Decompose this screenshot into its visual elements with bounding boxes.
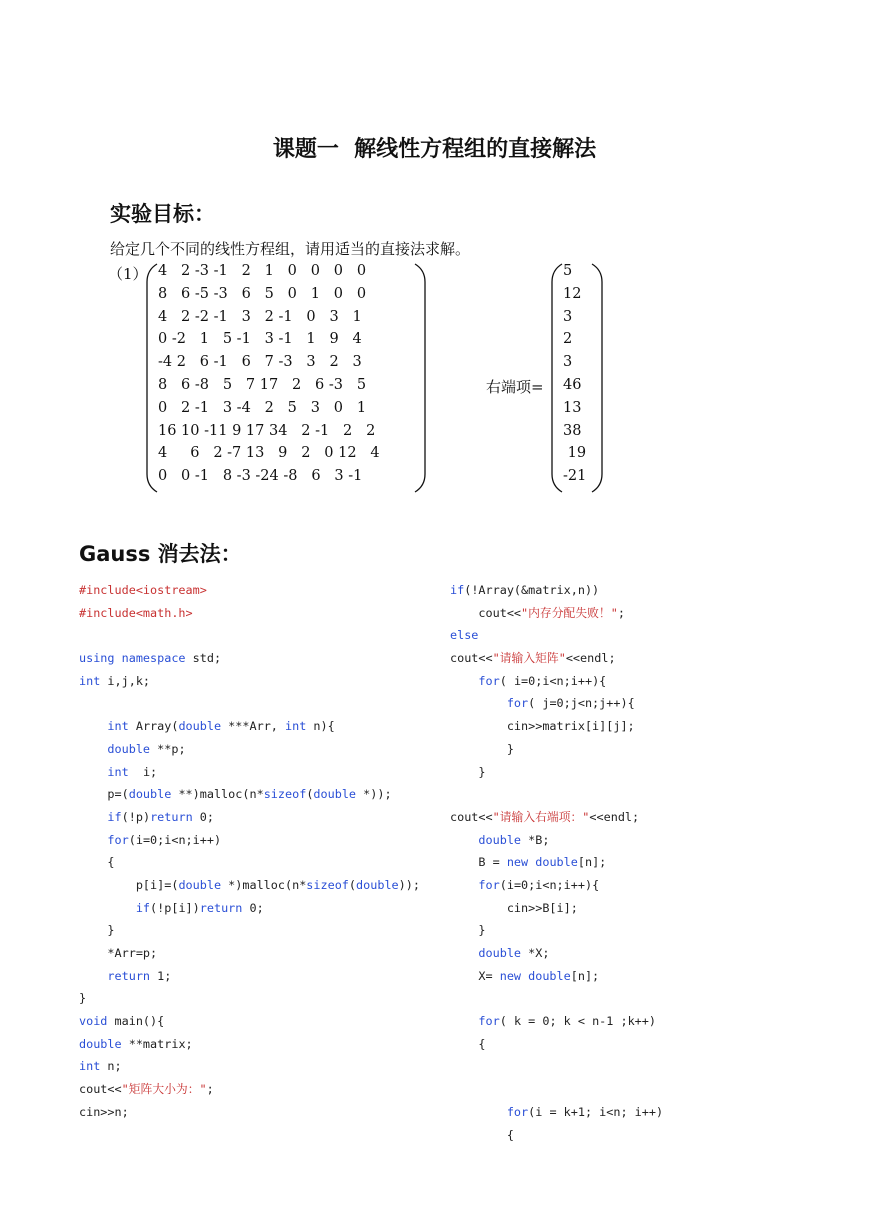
code-line xyxy=(450,1010,663,1033)
rhs-left-paren xyxy=(551,262,563,494)
code-token: <<endl; xyxy=(565,651,616,666)
code-line xyxy=(79,897,420,920)
matrix-row: 4 2 -3 -1 2 1 0 0 0 0 xyxy=(158,263,367,279)
rhs-value: 19 xyxy=(563,445,587,462)
code-token xyxy=(450,833,478,847)
code-token: [n]; xyxy=(577,855,607,870)
code-line xyxy=(450,1055,663,1078)
code-token: if xyxy=(135,900,151,915)
code-token: return xyxy=(150,809,193,824)
code-token: double xyxy=(478,832,522,847)
code-line xyxy=(450,897,663,920)
code-token: *)malloc(n* xyxy=(221,877,307,892)
code-token: return xyxy=(199,900,243,915)
code-token: p[i]=( xyxy=(79,877,179,892)
code-token xyxy=(450,1014,478,1028)
rhs-right-paren xyxy=(591,262,603,494)
code-token: "矩阵大小为：" xyxy=(121,1082,207,1097)
code-token: ( k = 0; k < n-1 ;k++) xyxy=(499,1014,656,1029)
code-token: ( j=0;j<n;j++){ xyxy=(528,696,635,711)
rhs-label: 右端项= xyxy=(486,378,544,396)
page-title: 课题一 解线性方程组的直接解法 xyxy=(272,137,597,162)
code-token xyxy=(450,878,478,892)
code-token: X= xyxy=(450,968,500,983)
code-token xyxy=(79,719,107,733)
code-token xyxy=(79,833,107,847)
code-line xyxy=(79,1078,420,1101)
code-token xyxy=(450,696,507,710)
code-token: (i = k+1; i<n; i++) xyxy=(528,1104,664,1119)
code-token: )); xyxy=(398,877,420,892)
code-token: else xyxy=(450,628,479,643)
rhs-value: -21 xyxy=(563,468,587,485)
code-token: cout<< xyxy=(450,651,493,666)
code-token: ; xyxy=(206,1082,214,1097)
rhs-value: 5 xyxy=(563,263,573,279)
rhs-value: 2 xyxy=(563,331,573,348)
code-token: (i=0;i<n;i++) xyxy=(128,832,222,847)
code-token: <<endl; xyxy=(589,809,640,824)
code-token: cout<< xyxy=(450,809,493,824)
code-line xyxy=(79,715,420,738)
code-token: n; xyxy=(100,1059,122,1074)
code-token: sizeof xyxy=(306,877,349,892)
code-line xyxy=(79,942,420,965)
code-token: double xyxy=(128,787,172,802)
code-line xyxy=(450,965,663,988)
code-line xyxy=(450,579,663,602)
code-line xyxy=(450,624,663,647)
code-token: Array( xyxy=(128,719,179,734)
code-line xyxy=(79,692,420,715)
code-token: (i=0;i<n;i++){ xyxy=(499,877,600,892)
code-line xyxy=(450,1124,663,1147)
code-line xyxy=(79,919,420,942)
code-token xyxy=(450,946,478,960)
code-token: } xyxy=(79,991,87,1006)
code-token: void xyxy=(79,1014,108,1029)
code-token: int xyxy=(107,764,129,779)
code-line xyxy=(79,1055,420,1078)
code-line xyxy=(450,647,663,670)
code-token: } xyxy=(450,764,486,779)
code-line xyxy=(450,987,663,1010)
code-line xyxy=(79,670,420,693)
code-token: i; xyxy=(128,764,158,779)
code-token: for xyxy=(506,1104,529,1119)
section-heading-goal: 实验目标： xyxy=(110,202,215,226)
code-token: int xyxy=(79,1059,101,1074)
code-token: B = xyxy=(450,855,507,870)
code-token: main(){ xyxy=(107,1014,165,1029)
code-token xyxy=(79,810,107,824)
code-line xyxy=(79,783,420,806)
code-line xyxy=(79,579,420,602)
matrix-row: 4 2 -2 -1 3 2 -1 0 3 1 xyxy=(158,308,362,325)
code-line xyxy=(79,738,420,761)
matrix-row: 0 2 -1 3 -4 2 5 3 0 1 xyxy=(158,399,367,416)
code-token: return xyxy=(107,968,151,983)
code-token xyxy=(79,742,107,756)
matrix-row: -4 2 6 -1 6 7 -3 3 2 3 xyxy=(158,354,362,371)
code-token: for xyxy=(478,673,500,688)
code-token: "请输入右端项：" xyxy=(492,809,590,824)
code-token: for xyxy=(478,1014,500,1029)
code-token: cin>>matrix[i][j]; xyxy=(450,719,635,734)
code-token: "请输入矩阵" xyxy=(492,651,566,666)
code-block-left xyxy=(79,579,420,1124)
rhs-value: 12 xyxy=(563,285,582,302)
code-token: new double xyxy=(499,968,571,983)
code-token: sizeof xyxy=(263,787,307,802)
matrix-left-paren xyxy=(146,262,158,494)
code-line xyxy=(79,1010,420,1033)
code-token: for xyxy=(506,696,529,711)
code-token: } xyxy=(79,923,115,938)
goal-text: 给定几个不同的线性方程组，请用适当的直接法求解。 xyxy=(110,240,471,258)
code-token: if xyxy=(107,809,122,824)
code-token: cin>>n; xyxy=(79,1104,129,1119)
code-token: #include<math.h> xyxy=(79,605,193,620)
code-line xyxy=(79,647,420,670)
code-token: ( xyxy=(348,877,357,892)
code-line xyxy=(450,602,663,625)
code-token: double xyxy=(79,1036,122,1051)
code-token: double xyxy=(356,877,399,892)
code-line xyxy=(79,602,420,625)
code-token: if xyxy=(450,583,465,597)
code-line xyxy=(79,1033,420,1056)
code-line xyxy=(79,987,420,1010)
matrix-row: 4 6 2 -7 13 9 2 0 12 4 xyxy=(158,445,380,462)
code-token: { xyxy=(450,1036,486,1051)
code-token: int xyxy=(79,673,101,688)
code-token xyxy=(450,1105,507,1119)
code-token: } xyxy=(450,923,486,938)
code-line xyxy=(450,783,663,806)
code-token: *X; xyxy=(521,946,550,960)
problem-label: （1） xyxy=(108,265,148,283)
rhs-value: 13 xyxy=(563,399,582,416)
code-line xyxy=(450,829,663,852)
code-line xyxy=(450,942,663,965)
code-token: for xyxy=(478,877,500,892)
code-line xyxy=(450,1078,663,1101)
code-line xyxy=(450,919,663,942)
code-token: [n]; xyxy=(570,968,600,983)
matrix-row: 0 -2 1 5 -1 3 -1 1 9 4 xyxy=(158,331,362,348)
code-token: { xyxy=(79,855,115,870)
code-token: i,j,k; xyxy=(100,673,151,688)
code-token: new double xyxy=(506,855,578,870)
code-token: (!p[i]) xyxy=(150,900,200,915)
code-token: int xyxy=(285,719,307,734)
code-token: int xyxy=(107,719,129,734)
code-token: { xyxy=(450,1127,514,1142)
code-line xyxy=(450,692,663,715)
code-token: **p; xyxy=(150,741,186,756)
matrix-row: 8 6 -8 5 7 17 2 6 -3 5 xyxy=(158,377,367,393)
code-token: double xyxy=(178,877,222,892)
code-token: "内存分配失败！" xyxy=(521,605,618,620)
code-token: double xyxy=(313,787,357,802)
rhs-value: 3 xyxy=(563,308,573,325)
code-token: *B; xyxy=(521,832,550,847)
code-line xyxy=(79,624,420,647)
code-token: for xyxy=(107,832,129,847)
code-line xyxy=(450,851,663,874)
code-token: *)); xyxy=(356,787,392,802)
code-token xyxy=(79,901,136,915)
code-line xyxy=(79,874,420,897)
code-line xyxy=(450,761,663,784)
matrix-row: 8 6 -5 -3 6 5 0 1 0 0 xyxy=(158,285,367,302)
matrix-right-paren xyxy=(414,262,426,494)
code-token: } xyxy=(450,741,514,756)
matrix-row: 0 0 -1 8 -3 -24 -8 6 3 -1 xyxy=(158,468,363,485)
code-line xyxy=(450,1101,663,1124)
code-token: (!Array(&matrix,n)) xyxy=(464,583,600,597)
code-token: *Arr=p; xyxy=(79,946,158,960)
code-token: 1; xyxy=(150,968,172,983)
code-token: #include<iostream> xyxy=(79,583,207,597)
code-line xyxy=(79,851,420,874)
code-line xyxy=(79,1101,420,1124)
code-line xyxy=(79,806,420,829)
code-token: ( i=0;i<n;i++){ xyxy=(499,673,607,688)
matrix-row: 16 10 -11 9 17 34 2 -1 2 2 xyxy=(158,422,376,439)
code-token: cout<< xyxy=(79,1082,122,1097)
code-token: p=( xyxy=(79,787,129,802)
code-line xyxy=(79,829,420,852)
code-token: cout<< xyxy=(450,605,522,620)
code-token xyxy=(79,969,107,983)
code-token: (!p) xyxy=(121,809,151,824)
code-token: double xyxy=(107,741,151,756)
code-line xyxy=(450,738,663,761)
code-token: double xyxy=(478,946,522,960)
code-token: ; xyxy=(617,605,625,620)
code-token: **)malloc(n* xyxy=(171,787,264,802)
rhs-value: 46 xyxy=(563,377,582,393)
code-line xyxy=(450,715,663,738)
rhs-value: 3 xyxy=(563,354,573,371)
code-token xyxy=(79,765,107,779)
code-token: double xyxy=(178,719,222,734)
section-heading-gauss: Gauss 消去法： xyxy=(79,542,242,566)
code-line xyxy=(79,965,420,988)
code-line xyxy=(450,670,663,693)
code-token: using namespace xyxy=(79,651,186,666)
code-token: ***Arr, xyxy=(221,719,285,734)
rhs-value: 38 xyxy=(563,422,582,439)
code-block-right xyxy=(450,579,663,1146)
code-line xyxy=(450,874,663,897)
code-token: cin>>B[i]; xyxy=(450,900,578,915)
code-token: n){ xyxy=(306,719,335,734)
code-token: 0; xyxy=(192,809,214,824)
code-line xyxy=(450,806,663,829)
code-token: ( xyxy=(306,787,314,802)
code-line xyxy=(79,761,420,784)
code-token: std; xyxy=(185,651,222,666)
code-token: **matrix; xyxy=(121,1036,193,1051)
code-token xyxy=(450,674,478,688)
code-line xyxy=(450,1033,663,1056)
code-token: 0; xyxy=(242,900,264,915)
